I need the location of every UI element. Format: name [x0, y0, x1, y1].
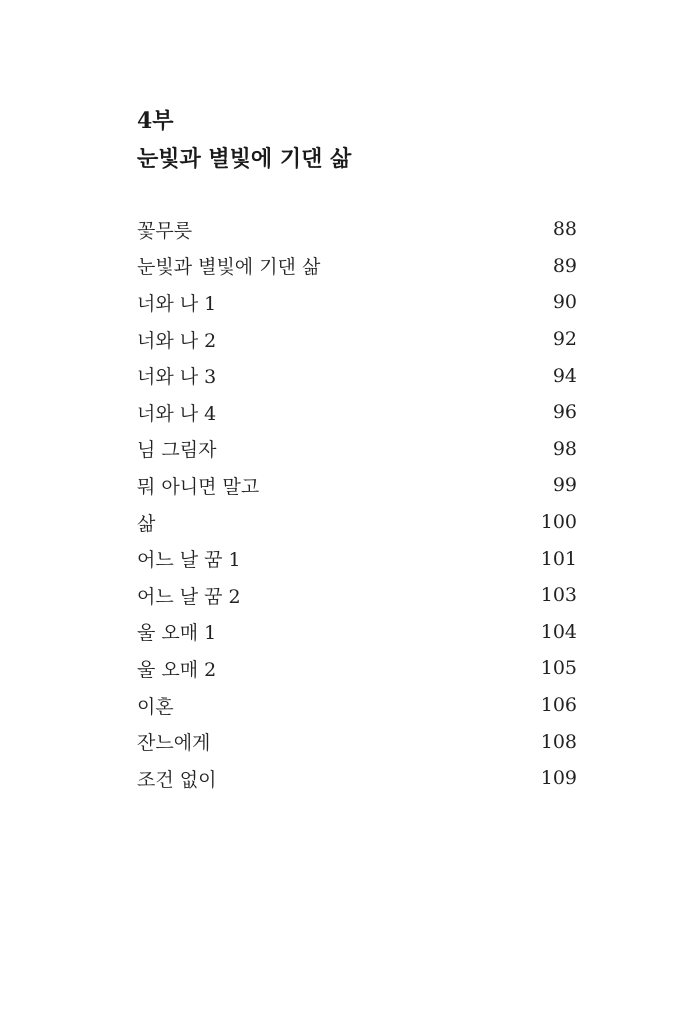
section-title: 눈빛과 별빛에 기댄 삶 — [137, 146, 352, 172]
toc-entry-title: 울 오매 2 — [137, 658, 217, 681]
toc-entry — [137, 431, 577, 468]
toc-entry-page: 108 — [540, 730, 577, 753]
toc-entry — [137, 577, 577, 614]
toc-entry-title: 꽃무릇 — [137, 219, 193, 242]
toc-entry — [137, 760, 577, 797]
section-header — [137, 104, 351, 176]
toc-entry — [137, 650, 577, 687]
toc-entry-page: 96 — [552, 401, 577, 424]
toc-entry-title: 이혼 — [137, 695, 174, 718]
toc-entry — [137, 211, 577, 248]
toc-entry — [137, 357, 577, 394]
toc-entry-page: 89 — [552, 254, 577, 277]
toc-entry — [137, 504, 577, 541]
toc-entry-title: 울 오매 1 — [137, 622, 217, 645]
toc-entry-title: 눈빛과 별빛에 기댄 삶 — [137, 256, 321, 279]
toc-entry-title: 어느 날 꿈 1 — [137, 549, 241, 572]
toc-entry-page: 105 — [540, 657, 577, 680]
part-label: 4부 — [137, 108, 174, 134]
toc-entry-page: 106 — [540, 694, 577, 717]
toc-entry-page: 94 — [552, 364, 577, 387]
toc-entry-title: 어느 날 꿈 2 — [137, 585, 241, 608]
toc-entry-page: 101 — [540, 547, 577, 570]
toc-entry-title: 조건 없이 — [137, 768, 217, 791]
toc-entry-page: 99 — [552, 474, 577, 497]
toc-entry — [137, 284, 577, 321]
toc-entry-title: 너와 나 2 — [137, 329, 217, 352]
toc-entry-page: 109 — [540, 767, 577, 790]
toc-entry — [137, 540, 577, 577]
toc-entry — [137, 467, 577, 504]
toc-entry-page: 98 — [552, 437, 577, 460]
toc-entry-title: 삶 — [137, 512, 156, 535]
toc-entry — [137, 723, 577, 760]
toc-entry-title: 뭐 아니면 말고 — [137, 475, 260, 498]
toc-entry-page: 104 — [540, 620, 577, 643]
toc-entry-page: 100 — [540, 511, 577, 534]
toc-entry — [137, 248, 577, 285]
toc-entry-page: 88 — [552, 218, 577, 241]
toc-entry — [137, 687, 577, 724]
toc-entry — [137, 394, 577, 431]
toc-entry-title: 님 그림자 — [137, 439, 217, 462]
table-of-contents — [137, 211, 577, 797]
toc-entry-title: 너와 나 3 — [137, 366, 217, 389]
toc-entry-title: 너와 나 1 — [137, 292, 217, 315]
toc-entry-title: 잔느에게 — [137, 732, 211, 755]
toc-entry — [137, 614, 577, 651]
toc-entry-page: 92 — [552, 328, 577, 351]
toc-entry — [137, 321, 577, 358]
toc-entry-title: 너와 나 4 — [137, 402, 217, 425]
toc-entry-page: 90 — [552, 291, 577, 314]
toc-entry-page: 103 — [540, 584, 577, 607]
